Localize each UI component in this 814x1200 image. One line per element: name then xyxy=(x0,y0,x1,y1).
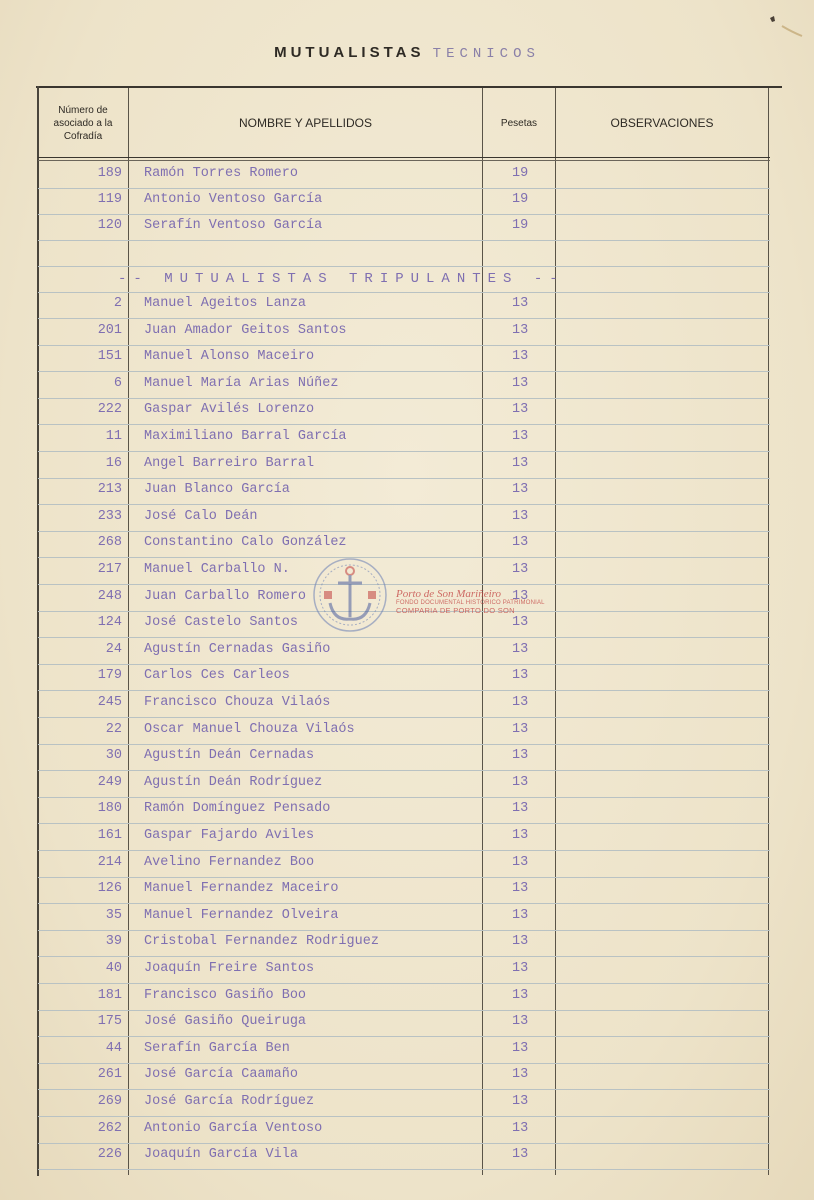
table-row xyxy=(38,638,770,665)
table-row xyxy=(38,425,770,452)
table-row xyxy=(38,292,770,319)
pesetas-value: 13 xyxy=(512,854,529,870)
associate-number: 151 xyxy=(97,349,122,365)
pesetas-value: 13 xyxy=(512,508,529,524)
associate-number: 268 xyxy=(97,535,122,551)
pesetas-value: 13 xyxy=(512,1094,529,1109)
member-name: Carlos Ces Carleos xyxy=(144,668,290,684)
pesetas-value: 13 xyxy=(512,535,529,551)
table-row xyxy=(38,1037,770,1064)
pesetas-value: 13 xyxy=(512,721,529,737)
pesetas-value: 13 xyxy=(512,1067,529,1083)
pesetas-value: 13 xyxy=(512,934,529,950)
member-name: Serafín García Ben xyxy=(144,1040,290,1056)
pesetas-value: 13 xyxy=(512,402,529,418)
associate-number: 119 xyxy=(97,192,122,207)
table-row xyxy=(38,797,770,824)
member-name: Angel Barreiro Barral xyxy=(144,455,315,471)
page-heading xyxy=(0,44,814,62)
associate-number: 126 xyxy=(97,881,122,897)
table-row xyxy=(38,1090,770,1117)
member-name: Gaspar Fajardo Aviles xyxy=(144,828,315,843)
table-row xyxy=(38,531,770,558)
associate-number: 189 xyxy=(97,166,122,181)
heading-printed: MUTUALISTAS xyxy=(274,44,425,61)
member-name: José Castelo Santos xyxy=(144,615,298,631)
table-row xyxy=(38,505,770,532)
pesetas-value: 13 xyxy=(512,828,529,843)
associate-number: 24 xyxy=(105,641,122,657)
pesetas-value: 13 xyxy=(512,801,529,817)
member-name: Manuel Fernandez Maceiro xyxy=(144,881,339,897)
table-row xyxy=(38,478,770,505)
associate-number: 181 xyxy=(97,987,122,1003)
table-row xyxy=(38,744,770,771)
pesetas-value: 13 xyxy=(512,562,529,577)
table-row xyxy=(38,930,770,957)
header-observaciones: OBSERVACIONES xyxy=(610,115,714,130)
member-name: José García Rodríguez xyxy=(144,1094,315,1109)
table-row xyxy=(38,452,770,479)
member-name: Cristobal Fernandez Rodriguez xyxy=(144,934,379,950)
seal-line-3: COMPARIA DE PORTO DO SON xyxy=(396,606,515,615)
table-row xyxy=(38,877,770,904)
associate-number: 269 xyxy=(97,1094,122,1109)
associate-number: 44 xyxy=(105,1040,122,1056)
associate-number: 35 xyxy=(105,907,122,923)
pesetas-value: 13 xyxy=(512,987,529,1003)
header-rule xyxy=(38,160,770,161)
subtitle-text: -- MUTUALISTAS TRIPULANTES -- xyxy=(118,271,565,287)
table-row xyxy=(38,188,770,215)
associate-number: 180 xyxy=(97,801,122,817)
associate-number: 261 xyxy=(97,1067,122,1083)
member-name: Manuel Fernandez Olveira xyxy=(144,907,339,923)
associate-number: 175 xyxy=(97,1014,122,1030)
member-name: Ramón Domínguez Pensado xyxy=(144,801,331,817)
member-name: Juan Blanco García xyxy=(144,482,290,498)
seal-line-1: Porto de Son Mariñeiro xyxy=(396,588,501,600)
table-row xyxy=(38,824,770,851)
member-name: Francisco Gasiño Boo xyxy=(144,987,307,1003)
member-name: Joaquín García Vila xyxy=(144,1147,298,1163)
pesetas-value: 13 xyxy=(512,429,529,444)
member-name: Juan Carballo Romero xyxy=(144,588,307,604)
associate-number: 39 xyxy=(105,934,122,950)
member-name: Francisco Chouza Vilaós xyxy=(144,695,331,710)
pesetas-value: 13 xyxy=(512,482,529,498)
member-name: Manuel María Arias Núñez xyxy=(144,375,339,391)
seal-caption xyxy=(396,588,545,615)
table-row xyxy=(38,1010,770,1037)
associate-number: 213 xyxy=(97,482,122,498)
associate-number: 248 xyxy=(97,588,122,604)
pesetas-value: 13 xyxy=(512,1120,529,1136)
table-row xyxy=(38,1063,770,1090)
pesetas-value: 13 xyxy=(512,748,529,764)
pesetas-value: 13 xyxy=(512,296,529,311)
associate-number: 226 xyxy=(97,1147,122,1163)
table-row xyxy=(38,345,770,372)
associate-number: 161 xyxy=(97,828,122,843)
member-name: Ramón Torres Romero xyxy=(144,166,298,181)
blank-row xyxy=(38,240,770,267)
member-name: Gaspar Avilés Lorenzo xyxy=(144,402,315,418)
pesetas-value: 13 xyxy=(512,668,529,684)
pesetas-value: 13 xyxy=(512,961,529,976)
ink-smudge-mark xyxy=(766,12,806,42)
member-name: Agustín Cernadas Gasiño xyxy=(144,641,331,657)
table-row xyxy=(38,664,770,691)
table-row xyxy=(38,904,770,931)
member-name: Agustín Deán Cernadas xyxy=(144,748,315,764)
table-row xyxy=(38,718,770,745)
associate-number: 179 xyxy=(97,668,122,684)
associate-number: 6 xyxy=(113,375,122,391)
associate-number: 249 xyxy=(97,774,122,790)
heading-typed: TECNICOS xyxy=(432,46,540,62)
member-name: Joaquín Freire Santos xyxy=(144,961,315,976)
associate-number: 30 xyxy=(105,748,122,764)
header-nombre: NOMBRE Y APELLIDOS xyxy=(239,115,372,130)
table-row xyxy=(38,984,770,1011)
associate-number: 22 xyxy=(105,721,122,737)
member-name: Constantino Calo González xyxy=(144,535,347,551)
associate-number: 40 xyxy=(105,961,122,976)
associate-number: 120 xyxy=(97,218,122,233)
member-name: Agustín Deán Rodríguez xyxy=(144,774,323,790)
pesetas-value: 13 xyxy=(512,588,529,604)
table-row xyxy=(38,162,770,189)
table-row xyxy=(38,611,770,638)
table-row xyxy=(38,558,770,585)
table-row xyxy=(38,398,770,425)
associate-number: 222 xyxy=(97,402,122,418)
associate-number: 262 xyxy=(97,1120,122,1136)
pesetas-value: 13 xyxy=(512,695,529,710)
pesetas-value: 13 xyxy=(512,1014,529,1030)
member-name: Oscar Manuel Chouza Vilaós xyxy=(144,721,355,737)
pesetas-value: 13 xyxy=(512,907,529,923)
table-row xyxy=(38,1143,770,1170)
member-name: Serafín Ventoso García xyxy=(144,218,323,233)
table-row xyxy=(38,691,770,718)
associate-number: 214 xyxy=(97,854,122,870)
member-name: Antonio García Ventoso xyxy=(144,1120,323,1136)
section-subtitle xyxy=(38,266,770,293)
pesetas-value: 19 xyxy=(512,166,529,181)
associate-number: 2 xyxy=(113,296,122,311)
table-row xyxy=(38,372,770,399)
member-name: Antonio Ventoso García xyxy=(144,192,323,207)
header-numero: Número de asociado a la Cofradía xyxy=(53,104,113,142)
seal-line-2: FONDO DOCUMENTAL HISTÓRICO PATRIMONIAL xyxy=(396,600,545,606)
table-row xyxy=(38,1117,770,1144)
table-row xyxy=(38,214,770,241)
pesetas-value: 13 xyxy=(512,881,529,897)
member-name: José García Caamaño xyxy=(144,1067,298,1083)
member-name: Manuel Ageitos Lanza xyxy=(144,296,307,311)
member-name: Manuel Alonso Maceiro xyxy=(144,349,315,365)
member-name: Avelino Fernandez Boo xyxy=(144,854,315,870)
table-row xyxy=(38,957,770,984)
table-row xyxy=(38,851,770,878)
associate-number: 201 xyxy=(97,322,122,338)
associate-number: 245 xyxy=(97,695,122,710)
pesetas-value: 19 xyxy=(512,192,529,207)
anchor-seal-icon xyxy=(310,555,390,635)
member-name: Juan Amador Geitos Santos xyxy=(144,322,347,338)
table-row xyxy=(38,771,770,798)
pesetas-value: 13 xyxy=(512,1040,529,1056)
pesetas-value: 13 xyxy=(512,1147,529,1163)
pesetas-value: 19 xyxy=(512,218,529,233)
pesetas-value: 13 xyxy=(512,375,529,391)
member-name: Manuel Carballo N. xyxy=(144,562,290,577)
pesetas-value: 13 xyxy=(512,641,529,657)
associate-number: 11 xyxy=(105,429,122,444)
header-pesetas: Pesetas xyxy=(500,117,538,129)
associate-number: 217 xyxy=(97,562,122,577)
pesetas-value: 13 xyxy=(512,455,529,471)
associate-number: 16 xyxy=(105,455,122,471)
associate-number: 124 xyxy=(97,615,122,631)
member-name: José Calo Deán xyxy=(144,508,258,524)
member-name: José Gasiño Queiruga xyxy=(144,1014,307,1030)
associate-number: 233 xyxy=(97,508,122,524)
table-row xyxy=(38,319,770,346)
member-name: Maximiliano Barral García xyxy=(144,429,347,444)
pesetas-value: 13 xyxy=(512,774,529,790)
pesetas-value: 13 xyxy=(512,615,529,631)
pesetas-value: 13 xyxy=(512,349,529,365)
pesetas-value: 13 xyxy=(512,322,529,338)
